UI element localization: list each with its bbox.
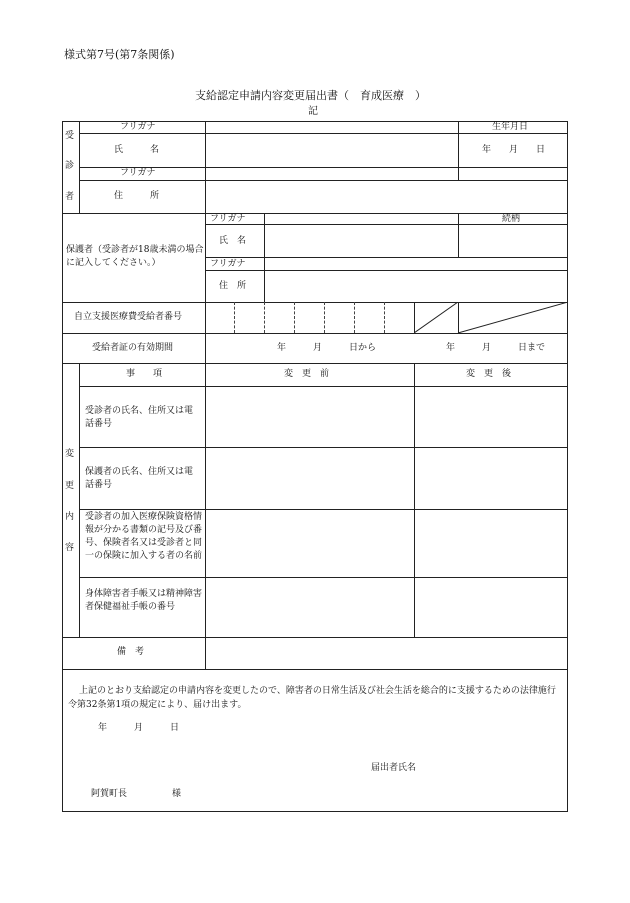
changes-header-after: 変 更 後: [466, 369, 512, 379]
validity-from: 年 月 日から: [277, 343, 377, 353]
change-before-field-4[interactable]: [206, 578, 413, 636]
patient-section-3: 者: [65, 192, 75, 202]
change-before-field-1[interactable]: [206, 387, 413, 446]
changes-section-1: 変: [65, 449, 75, 459]
guardian-furigana2-label: フリガナ: [210, 259, 246, 269]
recipient-number-field[interactable]: [206, 303, 413, 332]
addressee: 阿賀町長 様: [91, 789, 182, 799]
change-before-field-3[interactable]: [206, 510, 413, 576]
patient-furigana2-label: フリガナ: [120, 168, 156, 178]
recipient-number-diagonals: [414, 302, 568, 333]
form-title: 支給認定申請内容変更届出書（ 育成医療 ）: [195, 89, 426, 102]
guardian-address-label: 住 所: [219, 281, 247, 291]
form-subtitle: 記: [308, 106, 318, 117]
guardian-furigana-label: フリガナ: [210, 214, 246, 224]
change-item-insurance: 受診者の加入医療保険資格情報が分かる書類の記号及び番号、保険者名又は受診者と同一の保険に加入する者の名前: [85, 512, 203, 561]
validity-label: 受給者証の有効期間: [92, 343, 174, 353]
patient-name-label: 氏 名: [114, 145, 160, 155]
change-item-handbook: 身体障害者手帳又は精神障害者保健福祉手帳の番号: [85, 589, 203, 612]
guardian-name-label: 氏 名: [219, 236, 247, 246]
changes-header-item: 事 項: [126, 369, 163, 379]
guardian-label: 保護者（受診者が18歳未満の場合に記入してください。）: [66, 245, 204, 268]
declaration-date: 年 月 日: [98, 723, 180, 733]
patient-section-2: 診: [65, 161, 75, 171]
applicant-label: 届出者氏名: [371, 763, 417, 773]
change-item-patient-contact: 受診者の氏名、住所又は電話番号: [85, 406, 194, 429]
change-before-field-2[interactable]: [206, 448, 413, 508]
change-after-field-1[interactable]: [415, 387, 567, 446]
change-after-field-4[interactable]: [415, 578, 567, 636]
relation-header: 続柄: [502, 214, 521, 224]
patient-address-label: 住 所: [114, 191, 160, 201]
birthdate-header: 生年月日: [492, 122, 529, 132]
patient-furigana-label: フリガナ: [120, 122, 156, 132]
declaration-text: 上記のとおり支給認定の申請内容を変更したので、障害者の日常生活及び社会生活を総合的に支援するための法律施行令第32条第1項の規定により、届け出ます。: [68, 686, 556, 710]
applicant-name-field[interactable]: [422, 760, 562, 776]
changes-section-2: 更: [65, 481, 75, 491]
change-after-field-3[interactable]: [415, 510, 567, 576]
remarks-label: 備 考: [117, 647, 145, 657]
remarks-field[interactable]: [206, 638, 567, 668]
patient-section-1: 受: [65, 131, 75, 141]
form-number: 様式第7号(第7条関係): [64, 48, 175, 61]
change-item-guardian-contact: 保護者の氏名、住所又は電話番号: [85, 467, 194, 490]
change-after-field-2[interactable]: [415, 448, 567, 508]
changes-section-3: 内: [65, 512, 75, 522]
validity-to: 年 月 日まで: [446, 343, 546, 353]
changes-header-before: 変 更 前: [284, 369, 330, 379]
recipient-number-label: 自立支援医療費受給者番号: [74, 312, 183, 322]
birthdate-value: 年 月 日: [482, 145, 546, 155]
changes-section-4: 容: [65, 543, 75, 553]
